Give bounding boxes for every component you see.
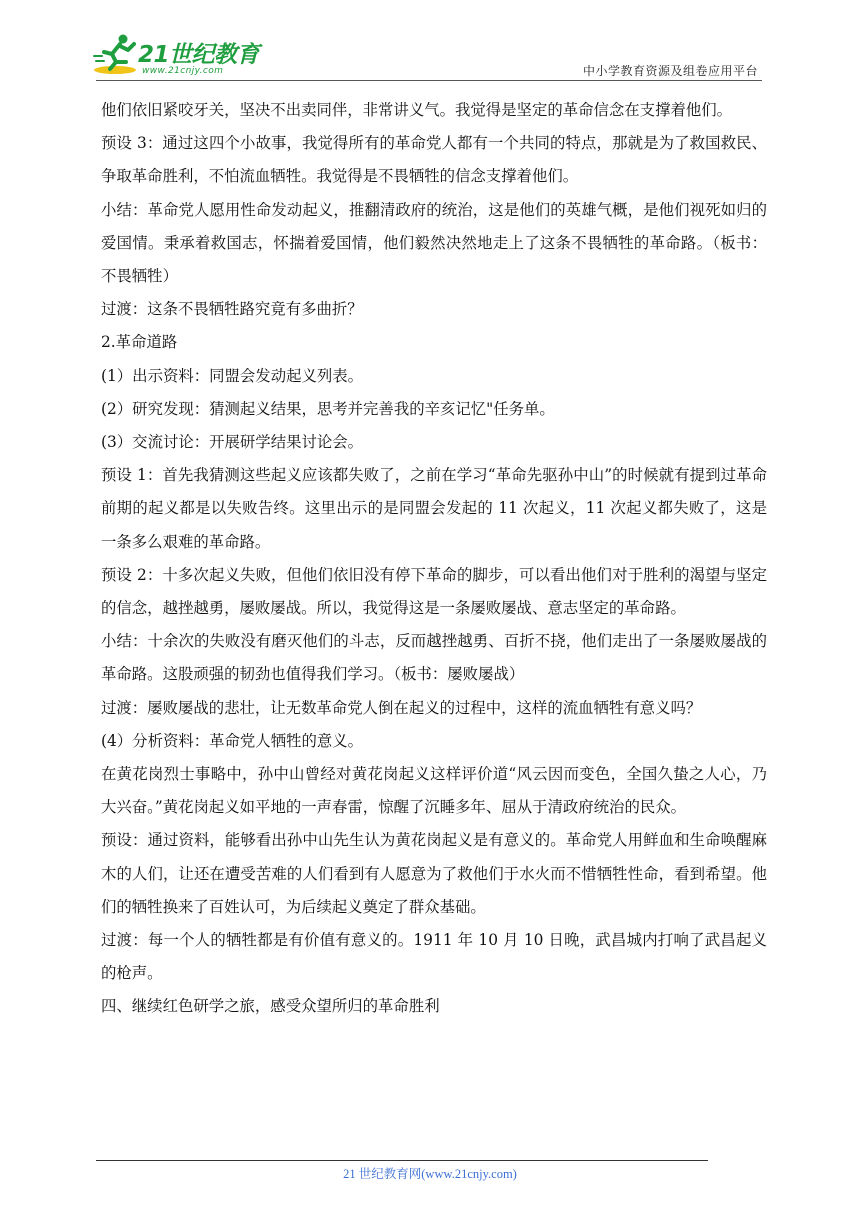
paragraph: (4）分析资料：革命党人牺牲的意义。	[101, 731, 364, 750]
paragraph: 预设 3：通过这四个小故事，我觉得所有的革命党人都有一个共同的特点，那就是为了救国救民、争取革命胜利，不怕流血牺牲。我觉得是不畏牺牲的信念支撑着他们。	[101, 134, 767, 186]
logo	[92, 30, 262, 80]
footer-link[interactable]: 21 世纪教育网(www.21cnjy.com)	[343, 1167, 517, 1181]
document-body	[101, 94, 767, 1024]
section-heading: 2.革命道路	[101, 333, 178, 352]
paragraph: (3）交流讨论：开展研学结果讨论会。	[101, 433, 364, 452]
paragraph: 预设：通过资料，能够看出孙中山先生认为黄花岗起义是有意义的。革命党人用鲜血和生命唤醒麻木的人们，让还在遭受苦难的人们看到有人愿意为了救他们于水火而不惜牺牲性命，看到希望。他们的牺牲换来了百姓认可，为后续起义奠定了群众基础。	[101, 831, 767, 916]
section-heading: 四、继续红色研学之旅，感受众望所归的革命胜利	[101, 997, 440, 1016]
paragraph: 他们依旧紧咬牙关，坚决不出卖同伴，非常讲义气。我觉得是坚定的革命信念在支撑着他们。	[101, 101, 733, 119]
paragraph: 预设 1：首先我猜测这些起义应该都失败了，之前在学习“革命先驱孙中山”的时候就有提到过革命前期的起义都是以失败告终。这里出示的是同盟会发起的 11 次起义，11 次起义都失败了，这是一条多么艰难的革命路。	[101, 466, 767, 551]
footer-divider	[96, 1160, 708, 1161]
paragraph: (2）研究发现：猜测起义结果，思考并完善我的辛亥记忆"任务单。	[101, 399, 555, 418]
page-header	[0, 0, 860, 84]
platform-title: 中小学教育资源及组卷应用平台	[582, 64, 758, 78]
paragraph: 过渡：这条不畏牺牲路究竟有多曲折？	[101, 300, 363, 319]
logo-text: 21世纪教育	[138, 42, 260, 68]
runner-logo-icon	[92, 32, 138, 76]
header-divider	[96, 80, 762, 81]
paragraph: 小结：革命党人愿用性命发动起义，推翻清政府的统治，这是他们的英雄气概，是他们视死如归的爱国情。秉承着救国志，怀揣着爱国情，他们毅然决然地走上了这条不畏牺牲的革命路。（板书：不畏牺牲）	[101, 200, 767, 286]
paragraph: 过渡：每一个人的牺牲都是有价值有意义的。1911 年 10 月 10 日晚，武昌城内打响了武昌起义的枪声。	[101, 931, 767, 983]
paragraph: 预设 2：十多次起义失败，但他们依旧没有停下革命的脚步，可以看出他们对于胜利的渴望与坚定的信念，越挫越勇，屡败屡战。所以，我觉得这是一条屡败屡战、意志坚定的革命路。	[101, 565, 767, 618]
paragraph: 小结：十余次的失败没有磨灭他们的斗志，反而越挫越勇、百折不挠，他们走出了一条屡败屡战的革命路。这股顽强的韧劲也值得我们学习。（板书：屡败屡战）	[101, 632, 767, 684]
paragraph: 过渡：屡败屡战的悲壮，让无数革命党人倒在起义的过程中，这样的流血牺牲有意义吗？	[101, 698, 702, 717]
logo-url: www.21cnjy.com	[142, 66, 224, 76]
paragraph: (1）出示资料：同盟会发动起义列表。	[101, 366, 364, 385]
paragraph: 在黄花岗烈士事略中，孙中山曾经对黄花岗起义这样评价道“风云因而变色，全国久蛰之人心，乃大兴奋。”黄花岗起义如平地的一声春雷，惊醒了沉睡多年、屈从于清政府统治的民众。	[101, 765, 767, 817]
